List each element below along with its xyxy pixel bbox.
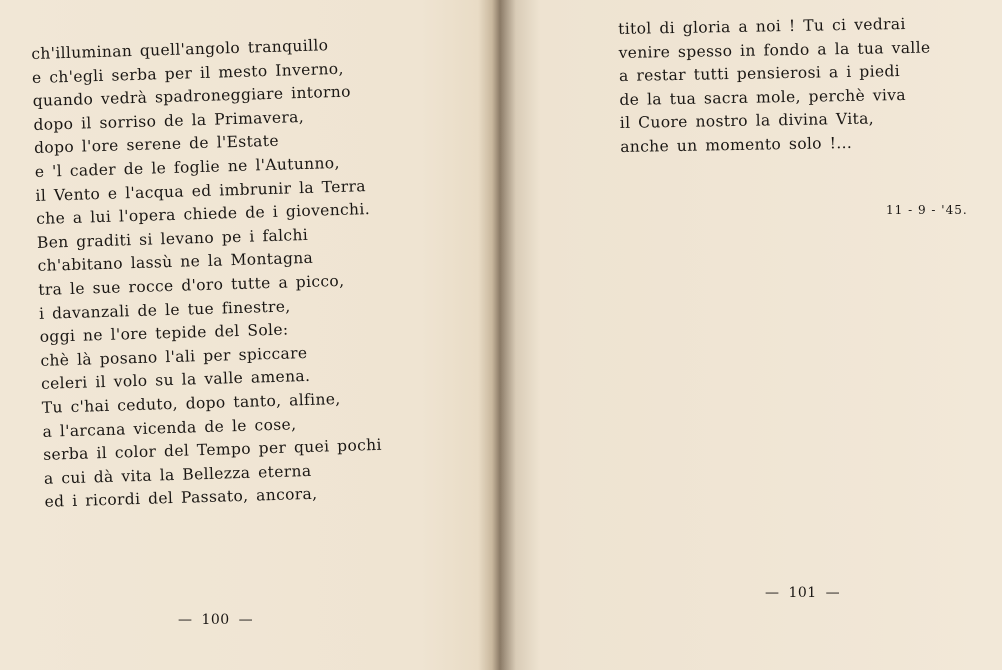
poem-line: Ben graditi si levano pe i falchi [36, 225, 309, 252]
poem-line: il Cuore nostro la divina Vita, [619, 109, 875, 133]
poem-line: ed i ricordi del Passato, ancora, [44, 484, 318, 512]
poem-line: venire spesso in fondo a la tua valle [618, 38, 931, 62]
poem-text-right [618, 13, 932, 160]
poem-line: che a lui l'opera chiede de i giovenchi. [35, 200, 371, 229]
poem-date: 11 - 9 - '45. [886, 203, 968, 217]
poem-line: i davanzali de le tue finestre, [38, 296, 291, 323]
poem-line: dopo il sorriso de la Primavera, [33, 107, 305, 134]
poem-line: chè là posano l'ali per spiccare [40, 343, 308, 370]
poem-line: ch'illuminan quell'angolo tranquillo [31, 36, 329, 63]
poem-line: oggi ne l'ore tepide del Sole: [39, 320, 289, 346]
poem-line: dopo l'ore serene de l'Estate [33, 132, 280, 158]
poem-line: a l'arcana vicenda de le cose, [42, 414, 297, 441]
right-page [503, 0, 1002, 670]
poem-line: a restar tutti pensierosi a i piedi [618, 62, 901, 86]
poem-line: anche un momento solo !... [620, 133, 853, 156]
poem-line: ch'abitano lassù ne la Montagna [37, 249, 314, 276]
poem-line: celeri il volo su la valle amena. [40, 367, 311, 394]
poem-line: de la tua sacra mole, perchè viva [619, 85, 907, 109]
page-number-left: — 100 — [178, 612, 254, 628]
poem-line: e ch'egli serba per il mesto Inverno, [31, 59, 344, 87]
poem-line: il Vento e l'acqua ed imbrunir la Terra [35, 176, 367, 205]
poem-line: titol di gloria a noi ! Tu ci vedrai [618, 14, 906, 38]
poem-line: Tu c'hai ceduto, dopo tanto, alfine, [41, 389, 341, 417]
poem-text-left [31, 33, 384, 515]
poem-line: a cui dà vita la Bellezza eterna [43, 461, 312, 488]
poem-line: tra le sue rocce d'oro tutte a picco, [38, 271, 345, 299]
page-number-right: — 101 — [765, 585, 841, 601]
poem-line: serba il color del Tempo per quei pochi [42, 435, 383, 464]
left-page [0, 0, 498, 670]
poem-line: e 'l cader de le foglie ne l'Autunno, [34, 153, 341, 181]
poem-line: quando vedrà spadroneggiare intorno [32, 82, 352, 111]
